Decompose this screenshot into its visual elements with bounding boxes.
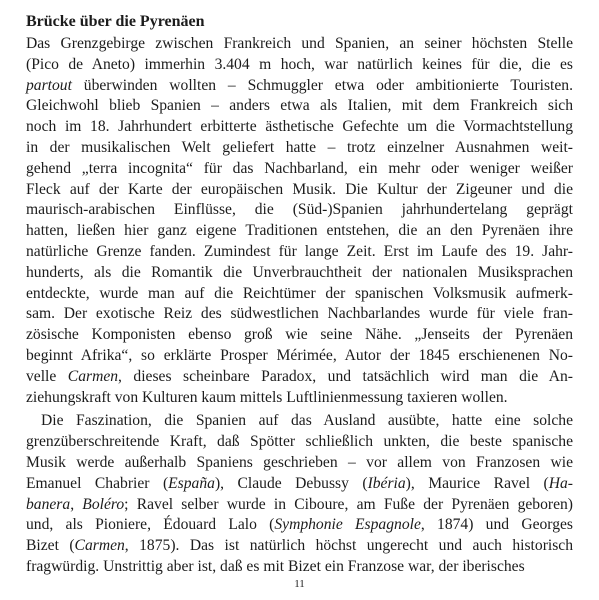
text-run: noch im 18. Jahrhundert erbitterte ästhetische Gefechte um die Vormachtstellung <box>26 118 573 136</box>
text-run: grenzüberschreitende Kraft, daß Spötter schließlich unkten, die beste spanische <box>26 433 573 451</box>
paragraph <box>26 411 573 577</box>
text-run: hunderts, als die Romantik die Unverbrauchtheit der nationalen Musiksprachen <box>26 263 573 281</box>
text-run: maurisch-arabischen Einflüsse, die (Süd-)Spanien jahrhundertelang geprägt <box>26 201 573 219</box>
text-run: beginnt Afrika“, so erklärte Prosper Mérimée, Autor der 1845 erschienenen No- <box>26 346 573 364</box>
text-run: ziehungskraft von Kulturen kaum mittels Luftlinienmessung taxieren wollen. <box>26 388 508 406</box>
text-run: fragwürdig. Unstrittig aber ist, daß es mit Bizet ein Franzose war, der iberisches <box>26 557 525 575</box>
text-line <box>26 515 573 536</box>
italic-run: Carmen <box>67 367 119 385</box>
italic-run: Symphonie Espagnole <box>274 516 421 534</box>
text-run: , dieses scheinbare Paradox, und tatsächlich wird man die An- <box>118 367 574 385</box>
text-line <box>26 325 573 346</box>
italic-run: Ibéria <box>367 474 406 492</box>
text-run: ), Maurice Ravel ( <box>405 474 549 492</box>
text-line <box>26 34 573 55</box>
text-run: ; Ravel selber wurde in Ciboure, am Fuße der Pyrenäen geboren) <box>124 495 573 513</box>
text-run: ), Claude Debussy ( <box>214 474 368 492</box>
text-line <box>26 263 573 284</box>
text-run: Fleck auf der Karte der europäischen Musik. Die Kultur der Zigeuner und die <box>26 180 573 198</box>
italic-run: España <box>168 474 215 492</box>
text-line <box>26 96 573 117</box>
text-line <box>26 495 573 516</box>
text-line <box>26 474 573 495</box>
paragraph <box>26 34 573 408</box>
italic-run: partout <box>26 76 72 94</box>
text-run: Bizet ( <box>26 537 75 555</box>
section-heading: Brücke über die Pyrenäen <box>26 13 205 30</box>
text-run: velle <box>26 367 68 385</box>
text-line <box>26 117 573 138</box>
text-line <box>26 432 573 453</box>
text-run: Emanuel Chabrier ( <box>26 474 169 492</box>
text-run: Gleichwohl blieb Spanien – anders etwa als Italien, mit dem Frankreich sich <box>26 97 573 115</box>
text-line <box>26 200 573 221</box>
text-line <box>26 76 573 97</box>
italic-run: Ha- <box>548 474 574 492</box>
text-line <box>26 180 573 201</box>
body-text <box>26 34 573 578</box>
page-number: 11 <box>294 578 305 590</box>
text-line <box>26 536 573 557</box>
text-line <box>26 55 573 76</box>
text-run: Das Grenzgebirge zwischen Frankreich und Spanien, an seiner höchsten Stelle <box>26 35 573 52</box>
italic-run: Boléro <box>82 495 125 513</box>
text-run: , 1875). Das ist natürlich höchst ungerecht und auch historisch <box>124 537 574 555</box>
italic-run: Carmen <box>74 537 125 555</box>
text-run: Die Faszination, die Spanien auf das Ausland ausübte, hatte eine solche <box>41 412 573 430</box>
text-run: überwinden wollten – Schmuggler etwa oder ambitionierte Touristen. <box>71 76 573 94</box>
text-line <box>26 346 573 367</box>
text-run: zösische Komponisten ebenso groß wie seine Nähe. „Jenseits der Pyrenäen <box>26 326 573 344</box>
text-run: Musik werde außerhalb Spaniens geschrieben – vor allem von Franzosen wie <box>26 453 573 471</box>
text-run: in der musikalischen Welt geliefert hatte – trotz einzelner Ausnahmen weit- <box>26 138 573 156</box>
text-line <box>26 557 573 578</box>
text-run: natürliche Grenze fanden. Zumindest für lange Zeit. Erst im Laufe des 19. Jahr- <box>26 242 573 260</box>
text-run: sam. Der exotische Reiz des südwestlichen Nachbarlandes wurde für viele fran- <box>26 305 573 323</box>
text-line <box>26 221 573 242</box>
text-line <box>26 411 573 432</box>
italic-run: banera <box>26 495 71 513</box>
text-run: (Pico de Aneto) immerhin 3.404 m hoch, war natürlich keines für die, die es <box>26 55 573 73</box>
text-run: , <box>70 495 83 513</box>
text-line <box>26 453 573 474</box>
text-line <box>26 138 573 159</box>
text-run: , 1874) und Georges <box>420 516 573 534</box>
text-line <box>26 284 573 305</box>
text-run: hatten, ließen hier ganz eigene Traditionen entstehen, die an den Pyrenäen ihre <box>26 222 573 240</box>
text-line <box>26 367 573 388</box>
text-run: entdeckte, wurde man auf die Reichtümer der spanischen Volksmusik aufmerk- <box>26 284 573 302</box>
text-line <box>26 388 573 409</box>
text-line <box>26 242 573 263</box>
text-run: und, als Pioniere, Édouard Lalo ( <box>26 516 275 534</box>
document-page <box>26 12 573 578</box>
text-line <box>26 159 573 180</box>
text-line <box>26 304 573 325</box>
text-run: gehend „terra incognita“ für das Nachbarland, ein mehr oder weniger weißer <box>26 159 573 177</box>
